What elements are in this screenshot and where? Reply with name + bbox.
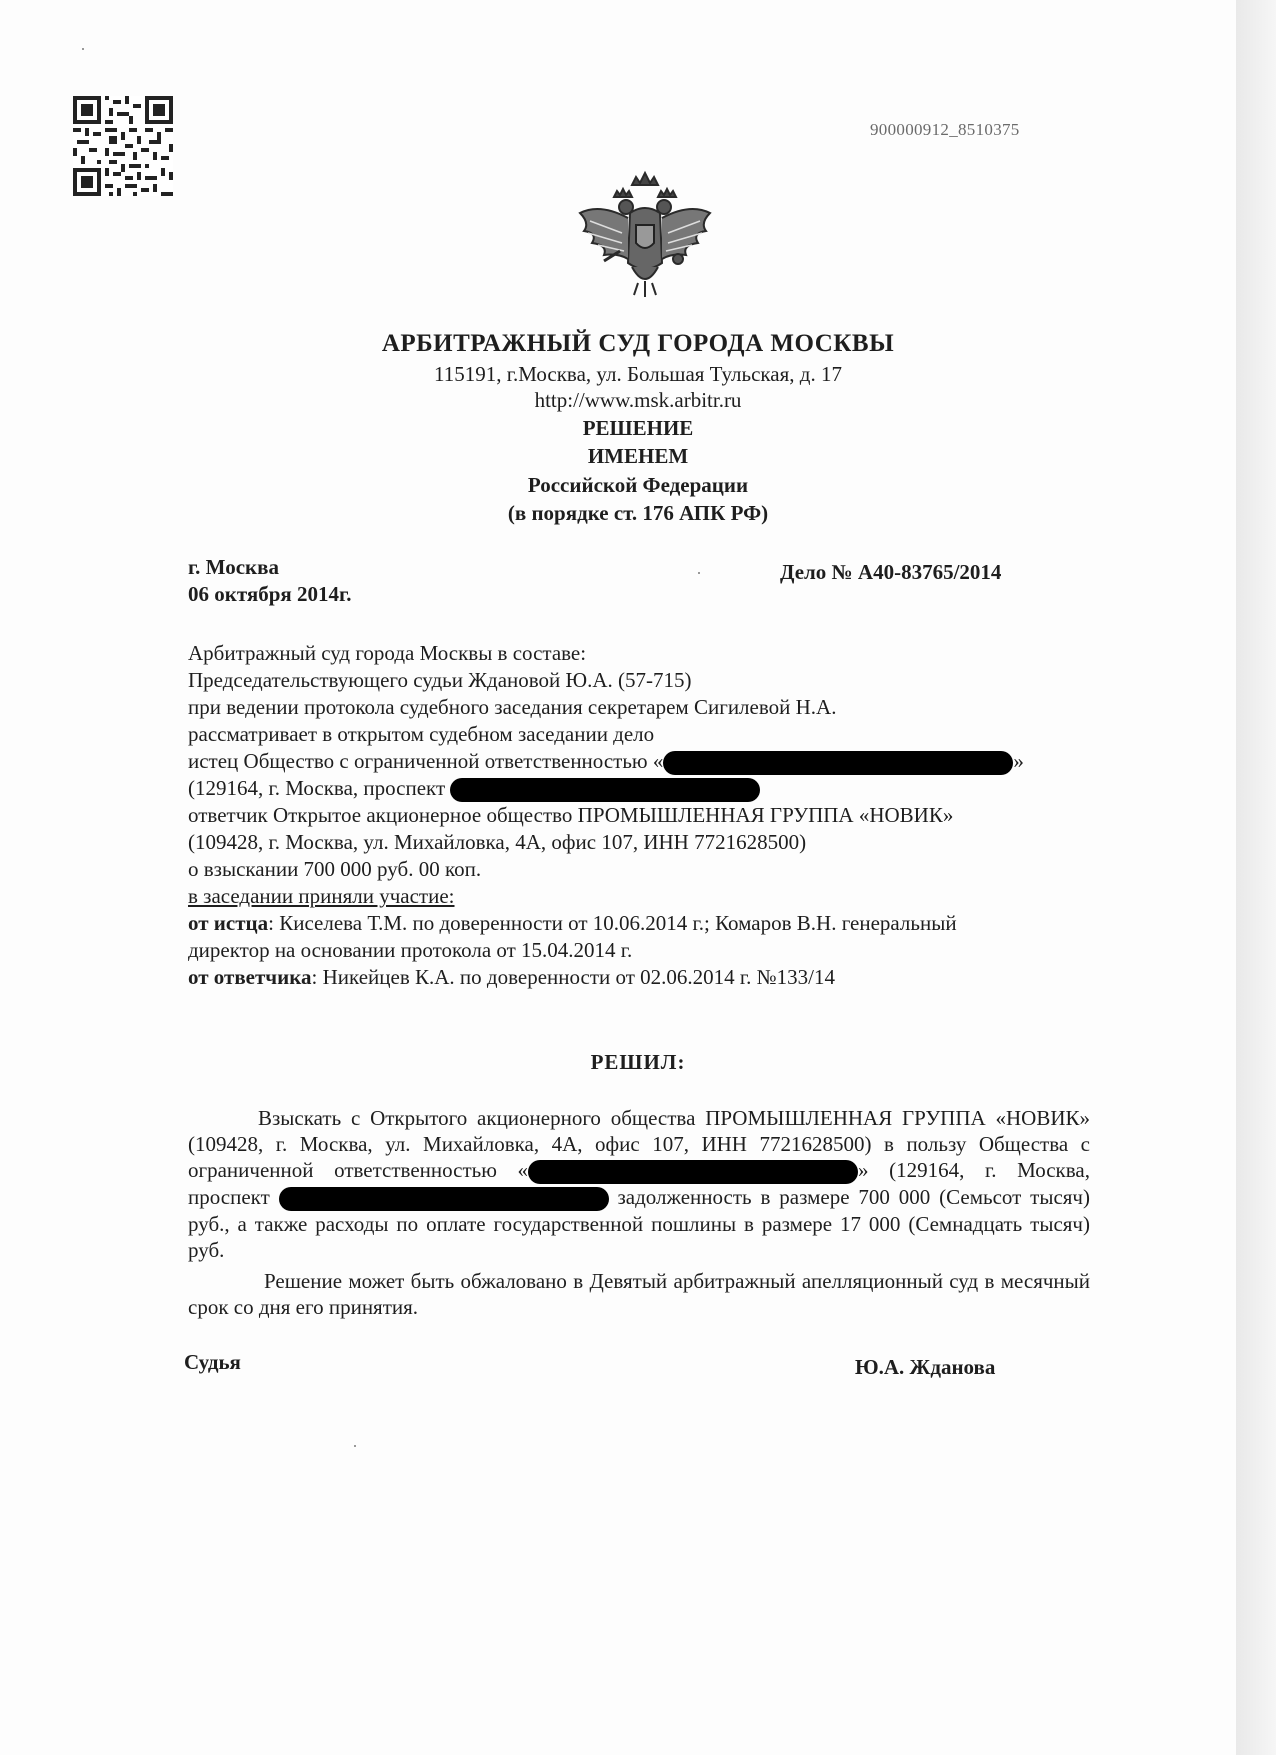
plaintiff-address-text: (129164, г. Москва, проспект [188,776,451,800]
federation-heading: Российской Федерации [527,473,749,497]
in-name-heading: ИМЕНЕМ [587,444,689,468]
scan-speck [698,572,700,574]
scan-speck [354,1445,356,1447]
coat-of-arms-icon [570,163,720,303]
secretary-line: при ведении протокола судебного заседания секретарем Сигилевой Н.А. [188,695,837,719]
court-address: 115191, г.Москва, ул. Большая Тульская, д. 17 [434,362,842,386]
city: г. Москва [188,555,279,579]
plaintiff-rep-label: от истца [188,911,269,935]
defendant-address-line: (109428, г. Москва, ул. Михайловка, 4А, офис 107, ИНН 7721628500) [188,830,807,854]
redaction-bar [663,751,1013,775]
judge-name: Ю.А. Жданова [855,1355,996,1379]
plaintiff-address-line [188,775,1098,802]
plaintiff-rep-text: : Киселева Т.М. по доверенности от 10.06.2014 г.; Комаров В.Н. генеральный [268,911,957,935]
resolved-heading: РЕШИЛ: [590,1050,686,1074]
case-number: Дело № А40-83765/2014 [780,560,1002,584]
hearing-line: рассматривает в открытом судебном заседании дело [188,722,655,746]
procedure-note: (в порядке ст. 176 АПК РФ) [507,501,769,525]
judge-line: Председательствующего судьи Ждановой Ю.А. (57-715) [188,668,692,692]
court-website: http://www.msk.arbitr.ru [534,388,742,412]
defendant-rep-text: : Никейцев К.А. по доверенности от 02.06.2014 г. №133/14 [311,965,836,989]
plaintiff-quote-close: » [1013,749,1024,773]
qr-code-icon [73,96,173,196]
appeal-paragraph: Решение может быть обжаловано в Девятый арбитражный апелляционный суд в месячный срок со дня его принятия. [188,1269,1090,1319]
decision-date: 06 октября 2014г. [188,582,352,606]
resolution-text-a: Взыскать с Открытого акционерного общества ПРОМЫШЛЕННАЯ ГРУППА «НОВИК» (109428, г. Москва, ул. Михайловка, 4А, офис 107, ИНН 7721628500) в пользу Общества с ограниченной ответственностью « [188,1106,1090,1182]
decision-title: РЕШЕНИЕ [582,416,694,440]
judge-label: Судья [184,1350,241,1374]
plaintiff-line [188,748,1098,775]
resolution-text-b: » (129164, г. Москва, проспект [188,1158,1090,1210]
document-code: 900000912_8510375 [870,120,1020,139]
defendant-rep-label: от ответчика [188,965,312,989]
redaction-bar [450,778,760,802]
plaintiff-text: истец Общество с ограниченной ответственностью « [188,749,664,773]
participants-heading: в заседании приняли участие: [188,884,455,908]
defendant-rep-line [188,964,1098,990]
defendant-line: ответчик Открытое акционерное общество ПРОМЫШЛЕННАЯ ГРУППА «НОВИК» [188,803,954,827]
claim-line: о взыскании 700 000 руб. 00 коп. [188,857,482,881]
redaction-bar [279,1187,609,1211]
resolution-paragraph [188,1105,1090,1263]
redaction-bar [528,1160,858,1184]
scan-edge [1236,0,1276,1755]
composition-line: Арбитражный суд города Москвы в составе: [188,641,587,665]
scan-speck [82,48,84,50]
court-name: АРБИТРАЖНЫЙ СУД ГОРОДА МОСКВЫ [381,330,895,357]
plaintiff-rep-line-2: директор на основании протокола от 15.04.2014 г. [188,938,633,962]
plaintiff-rep-line [188,910,1098,936]
resolution-text-c: задолженность в размере 700 000 (Семьсот тысяч) руб., а также расходы по оплате государственной пошлины в размере 17 000 (Семнадцать тысяч) руб. [188,1185,1090,1263]
